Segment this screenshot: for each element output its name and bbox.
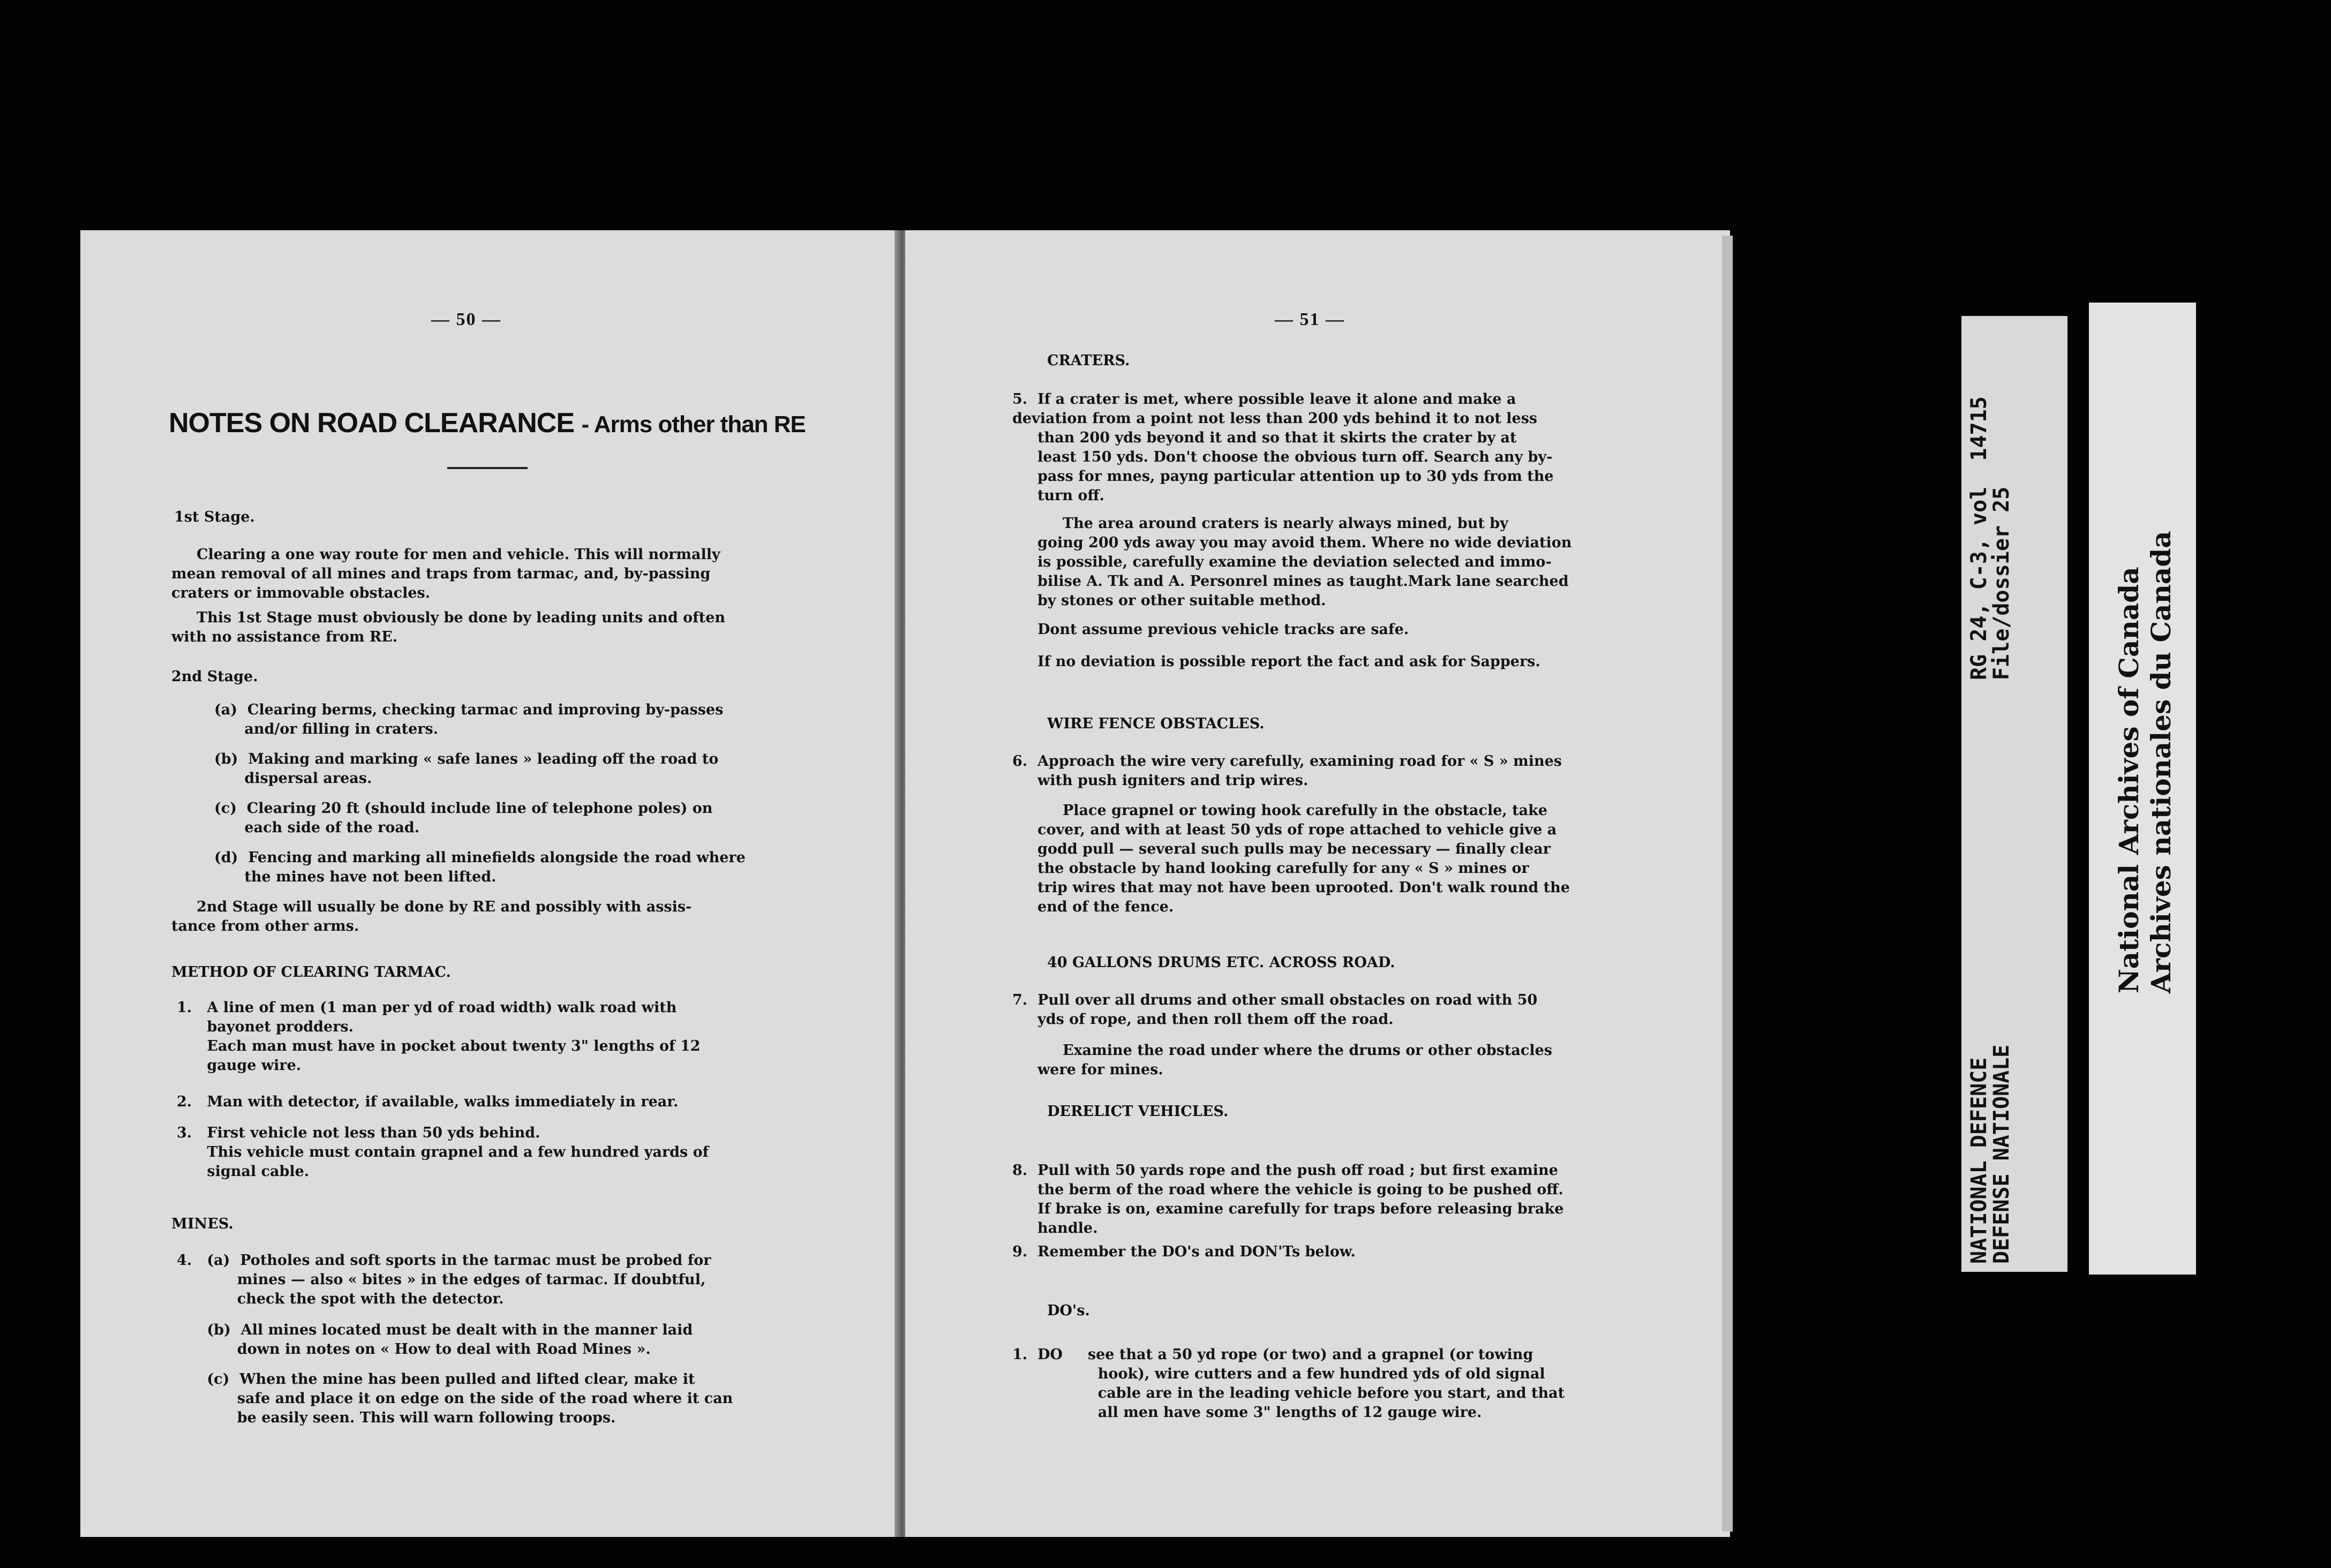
list-item: 6. Approach the wire very carefully, examining road for « S » mines with push igniters and trip wires. bbox=[1012, 753, 1562, 789]
list-item: (a) Clearing berms, checking tarmac and improving by-passes and/or filling in craters. bbox=[214, 702, 724, 737]
list-item: 5. If a crater is met, where possible leave it alone and make a deviation from a point not less than 200 yds behind it to not less than 200 yds beyond it and so that it skirts the crater by at least 150 yds. Don't choose the obvious turn off. Search any by- pass for mnes, payng particular attention up to 30 yds from the turn off. bbox=[1012, 391, 1554, 504]
list-item: (b) All mines located must be dealt with in the manner laid down in notes on « How to deal with Road Mines ». bbox=[207, 1322, 693, 1358]
archive-reference-label bbox=[1961, 316, 2067, 1272]
list-item: 1. A line of men (1 man per yd of road width) walk road with bayonet prodders. Each man must have in pocket about twenty 3" lengths of 12 gauge wire. bbox=[177, 999, 701, 1074]
section-heading: METHOD OF CLEARING TARMAC. bbox=[171, 964, 451, 981]
list-item: 2. Man with detector, if available, walks immediately in rear. bbox=[177, 1094, 679, 1110]
list-item: 4. (a) Potholes and soft sports in the tarmac must be probed for mines — also « bites » in the edges of tarmac. If doubtful, check the spot with the detector. bbox=[177, 1252, 711, 1307]
department-text bbox=[1968, 1045, 2013, 1264]
list-item: 7. Pull over all drums and other small obstacles on road with 50 yds of rope, and then roll them off the road. bbox=[1012, 992, 1538, 1028]
section-heading: 40 GALLONS DRUMS ETC. ACROSS ROAD. bbox=[1047, 954, 1395, 971]
reference-text bbox=[1968, 396, 2013, 680]
paragraph: The area around craters is nearly always mined, but by going 200 yds away you may avoid them. Where no wide deviation is possible, carefully examine the deviation selected and immo- bilise A. Tk and A. Personrel mines as taught.Mark lane searched by stones or other suitable method. bbox=[1037, 515, 1572, 609]
list-item: (c) When the mine has been pulled and lifted clear, make it safe and place it on edge on the side of the road where it can be easily seen. This will warn following troops. bbox=[207, 1371, 733, 1426]
archives-name-label bbox=[2089, 303, 2196, 1275]
paragraph: If no deviation is possible report the fact and ask for Sappers. bbox=[1012, 653, 1540, 670]
paragraph: This 1st Stage must obviously be done by leading units and often with no assistance from RE. bbox=[171, 609, 726, 645]
department-fr: DEFENSE NATIONALE bbox=[1989, 1044, 2014, 1264]
page-number: — 51 — bbox=[1275, 310, 1345, 329]
list-item: (b) Making and marking « safe lanes » leading off the road to dispersal areas. bbox=[214, 751, 719, 787]
title-rule bbox=[447, 467, 528, 469]
section-heading: DO's. bbox=[1047, 1302, 1090, 1319]
reference-volume: RG 24, C-3, vol 14715 bbox=[1967, 396, 1991, 680]
reference-file: File/dossier 25 bbox=[1989, 486, 2014, 680]
title-suffix: - Arms other than RE bbox=[581, 411, 806, 438]
section-heading: MINES. bbox=[171, 1216, 234, 1232]
section-heading: DERELICT VEHICLES. bbox=[1047, 1103, 1229, 1120]
left-page bbox=[80, 230, 900, 1537]
archives-name-en: National Archives of Canada bbox=[2113, 567, 2145, 993]
list-item: 8. Pull with 50 yards rope and the push off road ; but first examine the berm of the road where the vehicle is going to be pushed off. If brake is on, examine carefully for traps before releasing brake handle. bbox=[1012, 1162, 1564, 1237]
list-item: (c) Clearing 20 ft (should include line of telephone poles) on each side of the road. bbox=[214, 800, 713, 836]
right-page bbox=[905, 230, 1730, 1537]
page-number: — 50 — bbox=[431, 310, 501, 329]
page-title bbox=[169, 407, 806, 439]
department-en: NATIONAL DEFENCE bbox=[1967, 1057, 1991, 1264]
section-heading: CRATERS. bbox=[1047, 352, 1130, 369]
paragraph: Place grapnel or towing hook carefully in the obstacle, take cover, and with at least 50 yds of rope attached to vehicle give a godd pull — several such pulls may be necessary — finally clear the obstacle by hand looking carefully for any « S » mines or trip wires that may not have been uprooted. Don't walk round the end of the fence. bbox=[1037, 802, 1570, 915]
title-main: NOTES ON ROAD CLEARANCE bbox=[169, 408, 575, 439]
list-item: 9. Remember the DO's and DON'Ts below. bbox=[1012, 1243, 1356, 1260]
paragraph: 2nd Stage will usually be done by RE and possibly with assis- tance from other arms. bbox=[171, 899, 692, 934]
list-item: (d) Fencing and marking all minefields alongside the road where the mines have not been lifted. bbox=[214, 849, 746, 885]
list-item: 1. DO see that a 50 yd rope (or two) and a grapnel (or towing hook), wire cutters and a few hundred yds of old signal cable are in the leading vehicle before you start, and that all men have some 3" lengths of 12 gauge wire. bbox=[1012, 1346, 1565, 1421]
paragraph: Dont assume previous vehicle tracks are safe. bbox=[1012, 621, 1409, 638]
archives-name-text bbox=[2113, 531, 2177, 993]
section-heading: 1st Stage. bbox=[174, 509, 255, 525]
paragraph: Clearing a one way route for men and vehicle. This will normally mean removal of all mines and traps from tarmac, and, by-passing craters or immovable obstacles. bbox=[171, 546, 720, 601]
paragraph: Examine the road under where the drums or other obstacles were for mines. bbox=[1037, 1042, 1552, 1078]
section-heading: WIRE FENCE OBSTACLES. bbox=[1047, 715, 1265, 732]
archives-name-fr: Archives nationales du Canada bbox=[2145, 531, 2177, 993]
section-heading: 2nd Stage. bbox=[171, 668, 258, 685]
list-item: 3. First vehicle not less than 50 yds behind. This vehicle must contain grapnel and a few hundred yards of signal cable. bbox=[177, 1125, 709, 1180]
page-edge bbox=[1722, 236, 1733, 1532]
